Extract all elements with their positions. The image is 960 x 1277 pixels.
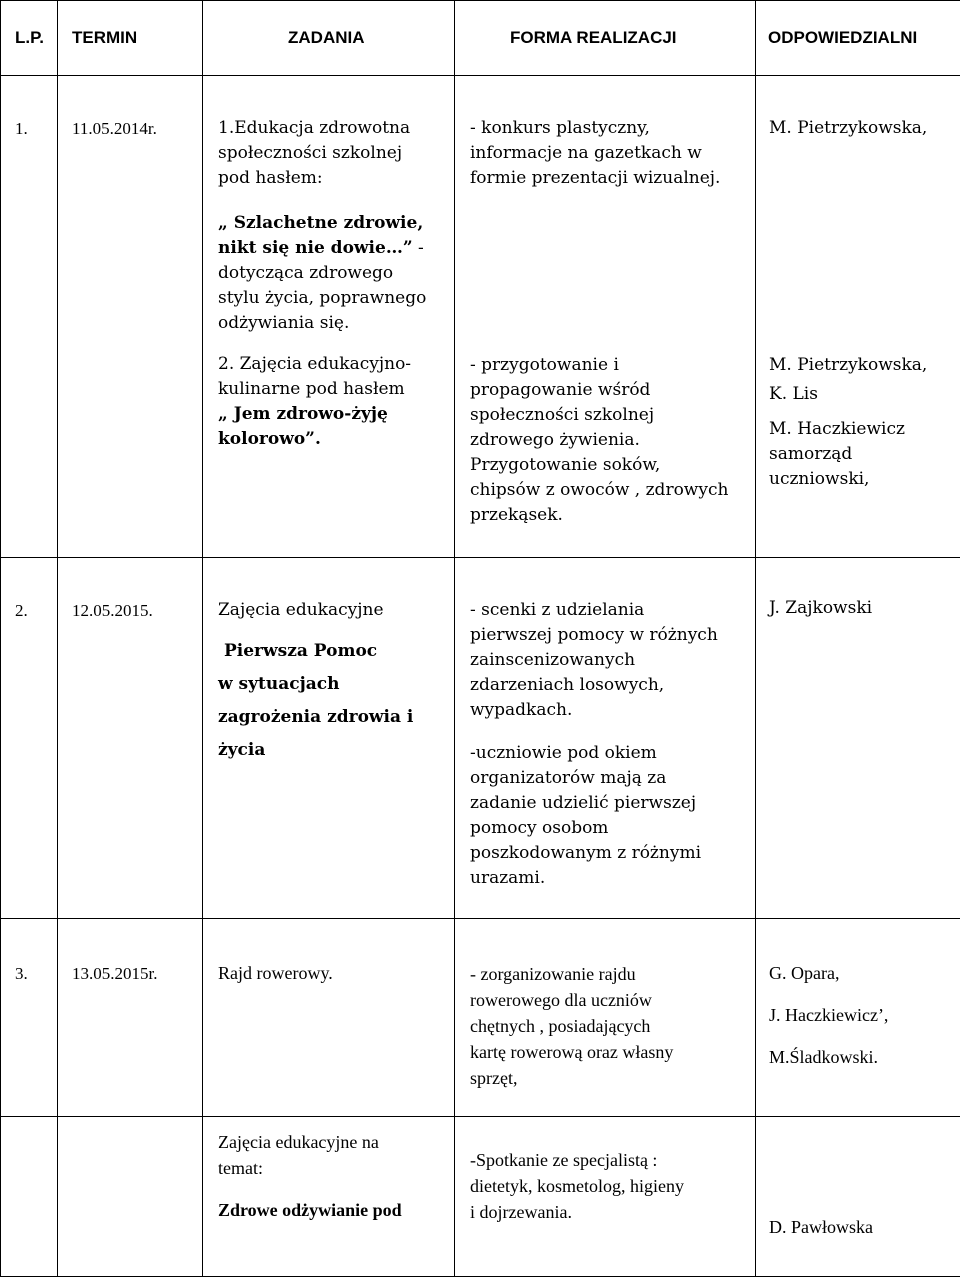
row4-lp-cell: [1, 1117, 58, 1277]
header-termin: TERMIN: [58, 1, 203, 76]
row1-odp2a: M. Pietrzykowska,: [769, 353, 954, 378]
row1-odp-cell: [756, 76, 960, 558]
row1-forma-cell: [455, 76, 756, 558]
row3-forma-line: - zorganizowanie rajdu: [470, 961, 749, 987]
row4-forma-cell: [455, 1117, 756, 1277]
row1-odp2b: K. Lis: [769, 382, 954, 407]
row3-forma-line: kartę rowerową oraz własny: [470, 1039, 749, 1065]
row2-odp-cell: [756, 558, 960, 919]
row3-zadania-cell: [203, 919, 455, 1117]
row2-task-bold-line: zagrożenia zdrowia i: [218, 705, 448, 730]
row4-task-line: Zajęcia edukacyjne na: [218, 1129, 448, 1155]
row3-termin: 13.05.2015r.: [58, 919, 202, 986]
row1-task1-desc-line: dotycząca zdrowego: [218, 261, 448, 286]
row1-zadania-cell: [203, 76, 455, 558]
row1-task1-desc-line: stylu życia, poprawnego: [218, 286, 448, 311]
header-row: [1, 1, 960, 76]
header-odp: ODPOWIEDZIALNI: [756, 1, 960, 76]
row2-task-bold-line: Pierwsza Pomoc: [218, 639, 448, 664]
row4-zadania-cell: [203, 1117, 455, 1277]
row4-task-line: temat:: [218, 1155, 448, 1181]
table-row: [1, 919, 960, 1117]
row1-forma2-line: społeczności szkolnej: [470, 403, 749, 428]
row3-odp2: J. Haczkiewicz’,: [769, 1003, 954, 1028]
row1-task2-line: 2. Zajęcia edukacyjno-: [218, 352, 448, 377]
row2-zadania-cell: [203, 558, 455, 919]
table-row: [1, 76, 960, 558]
row4-forma-line: i dojrzewania.: [470, 1199, 749, 1225]
row1-task1-line: pod hasłem:: [218, 166, 448, 191]
row1-termin: 11.05.2014r.: [58, 76, 202, 141]
row2-forma2-line: poszkodowanym z różnymi: [470, 841, 749, 866]
row2-task: Zajęcia edukacyjne: [218, 598, 448, 623]
row1-termin-cell: [58, 76, 203, 558]
row2-forma-cell: [455, 558, 756, 919]
row2-forma1-line: zainscenizowanych: [470, 648, 749, 673]
row2-forma2-line: pomocy osobom: [470, 816, 749, 841]
row3-forma-cell: [455, 919, 756, 1117]
row3-forma-line: sprzęt,: [470, 1065, 749, 1091]
row4-termin-cell: [58, 1117, 203, 1277]
row2-forma1-line: - scenki z udzielania: [470, 598, 749, 623]
row1-forma2-line: propagowanie wśród: [470, 378, 749, 403]
row3-forma-line: rowerowego dla uczniów: [470, 987, 749, 1013]
row1-task2-motto-line: kolorowo”.: [218, 427, 448, 452]
row3-task: Rajd rowerowy.: [203, 919, 454, 986]
row3-odp-cell: [756, 919, 960, 1117]
header-forma: FORMA REALIZACJI: [455, 1, 756, 76]
row1-odp2c-line: M. Haczkiewicz: [769, 417, 954, 442]
row2-forma1-line: pierwszej pomocy w różnych: [470, 623, 749, 648]
row3-odp1: G. Opara,: [769, 961, 954, 986]
row1-task1-motto-line: nikt się nie dowie…”: [218, 238, 413, 258]
row1-odp2c-line: uczniowski,: [769, 467, 954, 492]
row1-task1-desc-line: odżywiania się.: [218, 311, 448, 336]
row1-odp1: M. Pietrzykowska,: [769, 116, 954, 141]
row4-task-bold: Zdrowe odżywianie pod: [218, 1197, 448, 1223]
row2-lp-cell: [1, 558, 58, 919]
row2-task-bold-line: życia: [218, 738, 448, 763]
row1-lp-cell: [1, 76, 58, 558]
row4-forma-line: -Spotkanie ze specjalistą :: [470, 1147, 749, 1173]
row1-odp2c-line: samorząd: [769, 442, 954, 467]
header-lp: L.P.: [1, 1, 58, 76]
row1-task2-line: kulinarne pod hasłem: [218, 377, 448, 402]
row2-forma1-line: wypadkach.: [470, 698, 749, 723]
row1-task1-motto-tail: -: [413, 238, 424, 258]
row2-forma2-line: -uczniowie pod okiem: [470, 741, 749, 766]
row1-task1-motto-line: „ Szlachetne zdrowie,: [218, 211, 448, 236]
row1-forma2b-line: chipsów z owoców , zdrowych: [470, 478, 749, 503]
row2-forma2-line: organizatorów mają za: [470, 766, 749, 791]
row4-forma-line: dietetyk, kosmetolog, higieny: [470, 1173, 749, 1199]
row1-forma1-line: formie prezentacji wizualnej.: [470, 166, 749, 191]
row1-forma2-line: zdrowego żywienia.: [470, 428, 749, 453]
row2-odp: J. Zajkowski: [756, 558, 960, 621]
row1-task2-motto-line: „ Jem zdrowo-żyję: [218, 402, 448, 427]
header-zadania: ZADANIA: [203, 1, 455, 76]
row2-termin-cell: [58, 558, 203, 919]
table-row: [1, 1117, 960, 1277]
row1-forma1-line: informacje na gazetkach w: [470, 141, 749, 166]
row2-lp: 2.: [1, 558, 57, 623]
row1-forma2b-line: przekąsek.: [470, 503, 749, 528]
row3-termin-cell: [58, 919, 203, 1117]
row2-task-bold-line: w sytuacjach: [218, 672, 448, 697]
row1-forma1-line: - konkurs plastyczny,: [470, 116, 749, 141]
row4-odp: D. Pawłowska: [756, 1117, 960, 1240]
row3-forma-line: chętnych , posiadających: [470, 1013, 749, 1039]
row2-forma2-line: zadanie udzielić pierwszej: [470, 791, 749, 816]
row2-forma1-line: zdarzeniach losowych,: [470, 673, 749, 698]
row1-forma2-line: - przygotowanie i: [470, 353, 749, 378]
row4-odp-cell: [756, 1117, 960, 1277]
row1-task1-line: społeczności szkolnej: [218, 141, 448, 166]
row1-lp: 1.: [1, 76, 57, 141]
row1-forma2b-line: Przygotowanie soków,: [470, 453, 749, 478]
row3-lp-cell: [1, 919, 58, 1117]
row3-odp3: M.Śladkowski.: [769, 1045, 954, 1070]
row2-forma2-line: urazami.: [470, 866, 749, 891]
row2-termin: 12.05.2015.: [58, 558, 202, 623]
row3-lp: 3.: [1, 919, 57, 986]
row1-task1-line: 1.Edukacja zdrowotna: [218, 116, 448, 141]
table-row: [1, 558, 960, 919]
